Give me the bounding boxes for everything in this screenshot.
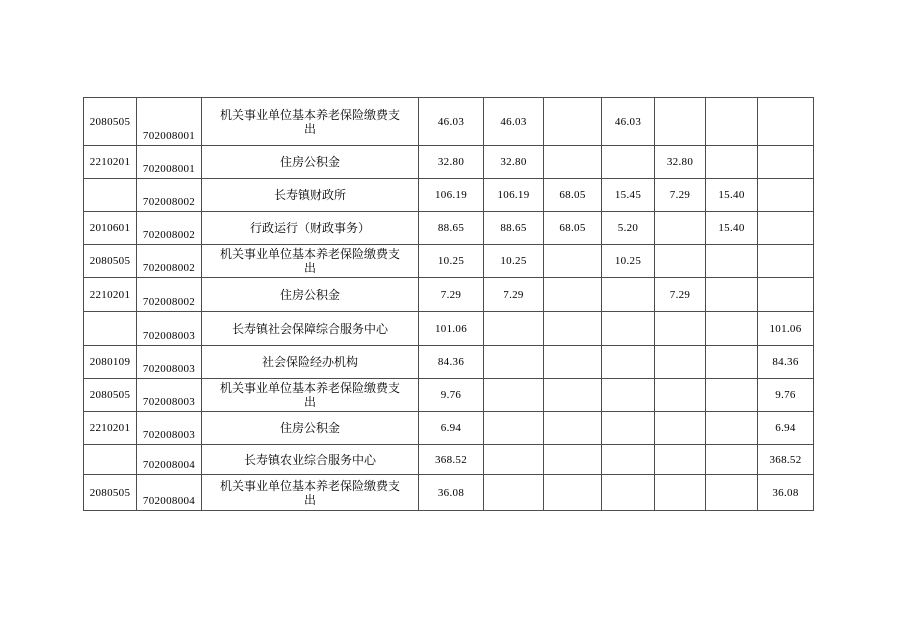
amount-3-cell <box>544 346 602 379</box>
unit-code-cell: 702008002 <box>137 278 202 312</box>
amount-5-cell <box>655 245 706 278</box>
amount-3-cell <box>544 312 602 346</box>
amount-2-cell <box>484 379 544 412</box>
item-name-cell: 行政运行（财政事务） <box>202 212 419 245</box>
amount-6-cell <box>706 379 758 412</box>
subject-code-cell: 2010601 <box>84 212 137 245</box>
amount-7-cell <box>758 179 814 212</box>
amount-6-cell: 15.40 <box>706 212 758 245</box>
unit-code-cell: 702008003 <box>137 379 202 412</box>
amount-1-cell: 88.65 <box>419 212 484 245</box>
amount-7-cell: 101.06 <box>758 312 814 346</box>
amount-2-cell: 7.29 <box>484 278 544 312</box>
item-name-cell: 住房公积金 <box>202 278 419 312</box>
amount-5-cell <box>655 98 706 146</box>
amount-4-cell <box>602 445 655 475</box>
subject-code-cell: 2080505 <box>84 379 137 412</box>
amount-7-cell <box>758 212 814 245</box>
amount-7-cell: 9.76 <box>758 379 814 412</box>
table-row <box>84 445 814 475</box>
amount-7-cell: 368.52 <box>758 445 814 475</box>
amount-6-cell <box>706 245 758 278</box>
amount-1-cell: 106.19 <box>419 179 484 212</box>
subject-code-cell: 2080109 <box>84 346 137 379</box>
amount-3-cell <box>544 412 602 445</box>
amount-5-cell <box>655 475 706 511</box>
amount-4-cell <box>602 412 655 445</box>
amount-1-cell: 32.80 <box>419 146 484 179</box>
amount-7-cell <box>758 245 814 278</box>
amount-2-cell <box>484 346 544 379</box>
amount-6-cell <box>706 412 758 445</box>
amount-3-cell <box>544 278 602 312</box>
table-row <box>84 379 814 412</box>
amount-7-cell: 84.36 <box>758 346 814 379</box>
amount-5-cell <box>655 212 706 245</box>
unit-code-cell: 702008004 <box>137 475 202 511</box>
amount-2-cell: 88.65 <box>484 212 544 245</box>
amount-3-cell: 68.05 <box>544 179 602 212</box>
item-name-cell: 住房公积金 <box>202 146 419 179</box>
amount-2-cell <box>484 445 544 475</box>
amount-1-cell: 6.94 <box>419 412 484 445</box>
amount-2-cell: 46.03 <box>484 98 544 146</box>
amount-2-cell <box>484 312 544 346</box>
amount-4-cell: 15.45 <box>602 179 655 212</box>
amount-3-cell <box>544 98 602 146</box>
unit-code-cell: 702008003 <box>137 312 202 346</box>
amount-5-cell: 7.29 <box>655 179 706 212</box>
unit-code-cell: 702008002 <box>137 179 202 212</box>
table-row <box>84 412 814 445</box>
amount-1-cell: 84.36 <box>419 346 484 379</box>
item-name-cell: 住房公积金 <box>202 412 419 445</box>
amount-2-cell: 10.25 <box>484 245 544 278</box>
amount-6-cell: 15.40 <box>706 179 758 212</box>
unit-code-cell: 702008003 <box>137 346 202 379</box>
item-name-cell: 机关事业单位基本养老保险缴费支出 <box>202 379 419 412</box>
amount-5-cell <box>655 379 706 412</box>
amount-5-cell <box>655 312 706 346</box>
amount-1-cell: 10.25 <box>419 245 484 278</box>
amount-3-cell <box>544 146 602 179</box>
amount-7-cell <box>758 146 814 179</box>
unit-code-cell: 702008003 <box>137 412 202 445</box>
table-row <box>84 312 814 346</box>
amount-6-cell <box>706 312 758 346</box>
unit-code-cell: 702008001 <box>137 146 202 179</box>
amount-3-cell <box>544 245 602 278</box>
amount-4-cell <box>602 278 655 312</box>
item-name-cell: 长寿镇农业综合服务中心 <box>202 445 419 475</box>
budget-table <box>83 97 814 511</box>
amount-6-cell <box>706 146 758 179</box>
amount-7-cell <box>758 98 814 146</box>
amount-1-cell: 101.06 <box>419 312 484 346</box>
table-row <box>84 475 814 511</box>
subject-code-cell: 2080505 <box>84 98 137 146</box>
amount-5-cell <box>655 412 706 445</box>
table-row <box>84 346 814 379</box>
amount-2-cell: 32.80 <box>484 146 544 179</box>
amount-6-cell <box>706 278 758 312</box>
item-name-cell: 长寿镇财政所 <box>202 179 419 212</box>
amount-4-cell: 46.03 <box>602 98 655 146</box>
table-row <box>84 146 814 179</box>
amount-5-cell <box>655 346 706 379</box>
amount-1-cell: 36.08 <box>419 475 484 511</box>
amount-6-cell <box>706 346 758 379</box>
amount-1-cell: 7.29 <box>419 278 484 312</box>
table-row <box>84 212 814 245</box>
budget-table-body <box>84 98 814 511</box>
subject-code-cell <box>84 445 137 475</box>
amount-3-cell <box>544 379 602 412</box>
amount-6-cell <box>706 475 758 511</box>
amount-7-cell: 36.08 <box>758 475 814 511</box>
amount-5-cell: 7.29 <box>655 278 706 312</box>
item-name-cell: 长寿镇社会保障综合服务中心 <box>202 312 419 346</box>
amount-4-cell <box>602 346 655 379</box>
amount-1-cell: 46.03 <box>419 98 484 146</box>
item-name-cell: 机关事业单位基本养老保险缴费支出 <box>202 245 419 278</box>
subject-code-cell: 2080505 <box>84 245 137 278</box>
subject-code-cell: 2210201 <box>84 278 137 312</box>
amount-4-cell <box>602 379 655 412</box>
amount-3-cell <box>544 445 602 475</box>
item-name-cell: 社会保险经办机构 <box>202 346 419 379</box>
amount-5-cell <box>655 445 706 475</box>
amount-2-cell <box>484 412 544 445</box>
item-name-cell: 机关事业单位基本养老保险缴费支出 <box>202 98 419 146</box>
table-row <box>84 278 814 312</box>
subject-code-cell: 2210201 <box>84 146 137 179</box>
amount-4-cell: 5.20 <box>602 212 655 245</box>
subject-code-cell <box>84 312 137 346</box>
amount-1-cell: 368.52 <box>419 445 484 475</box>
amount-1-cell: 9.76 <box>419 379 484 412</box>
amount-3-cell <box>544 475 602 511</box>
table-row <box>84 179 814 212</box>
amount-7-cell <box>758 278 814 312</box>
unit-code-cell: 702008001 <box>137 98 202 146</box>
amount-4-cell <box>602 146 655 179</box>
unit-code-cell: 702008002 <box>137 212 202 245</box>
amount-2-cell: 106.19 <box>484 179 544 212</box>
amount-4-cell <box>602 475 655 511</box>
subject-code-cell: 2080505 <box>84 475 137 511</box>
amount-4-cell: 10.25 <box>602 245 655 278</box>
amount-6-cell <box>706 445 758 475</box>
subject-code-cell <box>84 179 137 212</box>
amount-6-cell <box>706 98 758 146</box>
table-row <box>84 98 814 146</box>
amount-2-cell <box>484 475 544 511</box>
item-name-cell: 机关事业单位基本养老保险缴费支出 <box>202 475 419 511</box>
amount-5-cell: 32.80 <box>655 146 706 179</box>
amount-4-cell <box>602 312 655 346</box>
unit-code-cell: 702008002 <box>137 245 202 278</box>
amount-3-cell: 68.05 <box>544 212 602 245</box>
amount-7-cell: 6.94 <box>758 412 814 445</box>
table-row <box>84 245 814 278</box>
subject-code-cell: 2210201 <box>84 412 137 445</box>
unit-code-cell: 702008004 <box>137 445 202 475</box>
